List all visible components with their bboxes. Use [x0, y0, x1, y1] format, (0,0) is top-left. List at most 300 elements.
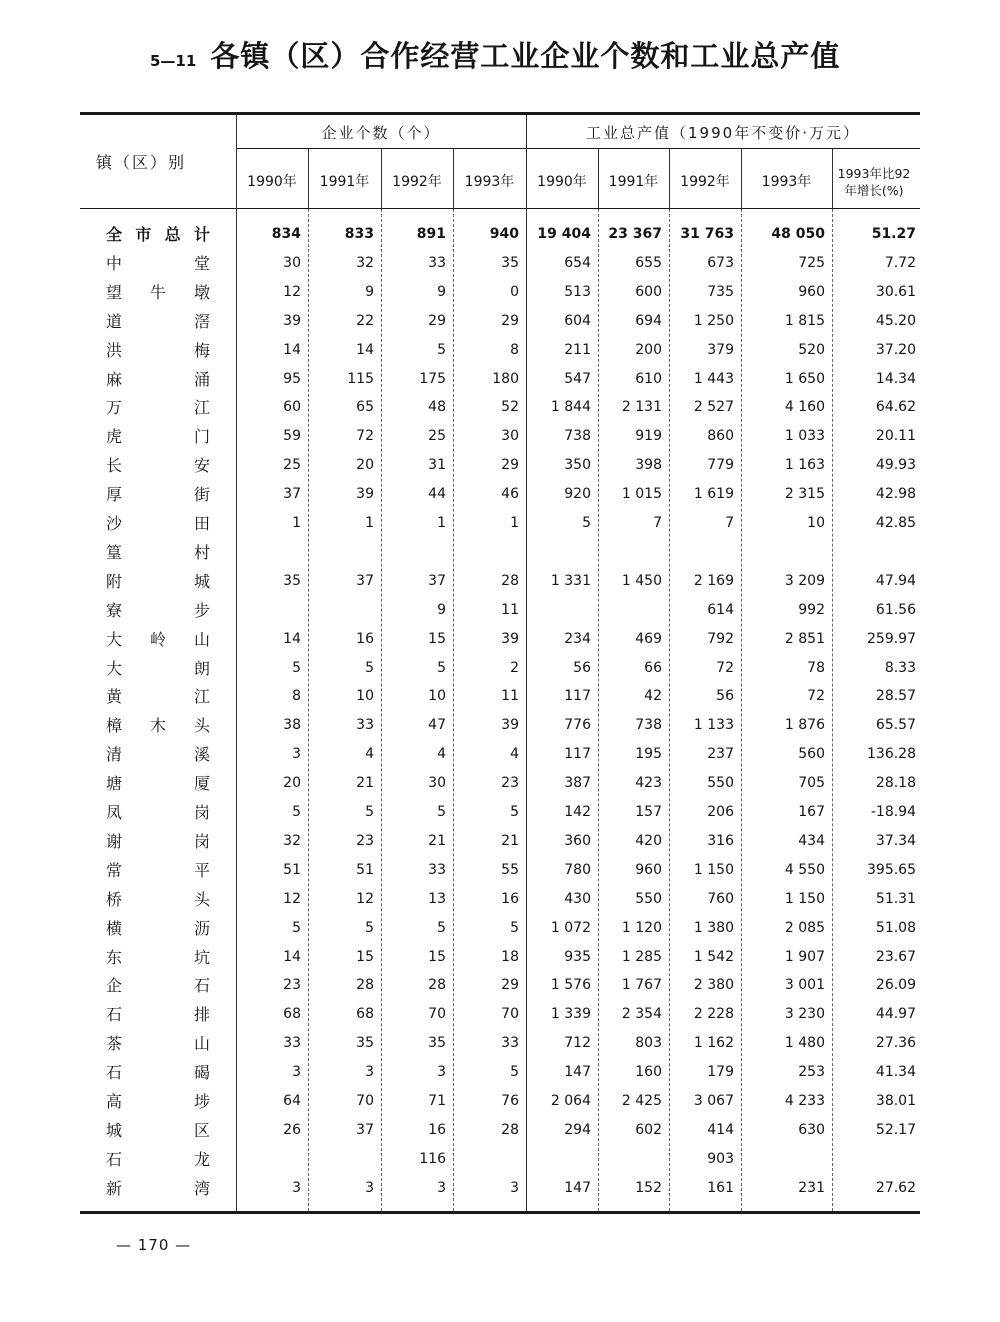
table-cell: 350 [564, 457, 591, 474]
table-cell: 68 [356, 1006, 374, 1023]
table-cell [525, 596, 591, 625]
table-cell: 395.65 [867, 861, 916, 878]
town-name [80, 885, 230, 914]
table-cell: 5 [437, 341, 446, 358]
table-cell: 12 [283, 283, 301, 300]
table-cell: 738 [635, 717, 662, 734]
table-cell: 891 [416, 226, 446, 242]
table-cell: 22 [356, 312, 374, 329]
table-cell: 2 315 [784, 486, 825, 503]
town-name [80, 278, 230, 307]
table-cell: 630 [798, 1121, 825, 1138]
table-cell: 1 [365, 515, 374, 531]
table-row [80, 1174, 920, 1203]
table-cell: 20 [356, 457, 374, 474]
table-cell: 28.18 [875, 775, 916, 792]
table-cell: 157 [635, 804, 662, 820]
table-row [80, 971, 920, 1000]
table-cell: 147 [564, 1179, 591, 1196]
table-cell: 2 425 [621, 1093, 662, 1109]
table-cell: 23 [501, 775, 519, 792]
table-cell: 52.17 [875, 1121, 916, 1138]
table-cell: 25 [428, 428, 446, 445]
table-cell: 56 [573, 659, 591, 676]
table-cell [525, 1145, 591, 1174]
table-cell: 614 [707, 601, 734, 618]
town-name [80, 365, 230, 394]
table-cell [235, 596, 301, 625]
table-cell: 2 527 [693, 399, 734, 416]
table-cell: 23.67 [875, 948, 916, 965]
table-cell [596, 596, 662, 625]
table-cell: 16 [501, 890, 519, 907]
table-cell: 3 001 [784, 977, 825, 994]
town-name-text: 道 滘 [106, 311, 210, 331]
table-cell: 9 [365, 283, 374, 300]
table-cell: 117 [564, 746, 591, 763]
town-name-text: 石 碣 [106, 1063, 210, 1083]
table-cell: 940 [489, 226, 519, 242]
table-cell: 37.34 [875, 832, 916, 849]
table-cell: 72 [716, 659, 734, 676]
table-cell: 8 [510, 341, 519, 358]
town-name [80, 1145, 230, 1174]
table-cell: 1 844 [550, 399, 591, 416]
table-cell: 992 [798, 601, 825, 618]
table-cell: 152 [635, 1179, 662, 1196]
table-cell: 4 [365, 746, 374, 763]
table-cell: 3 [437, 1179, 446, 1196]
table-cell: 35 [283, 572, 301, 589]
town-name [80, 943, 230, 972]
table-cell: 51.31 [875, 890, 916, 907]
table-cell: 25 [283, 457, 301, 474]
table-cell: 834 [271, 226, 301, 242]
group-divider-rule [236, 148, 920, 149]
table-cell: 920 [564, 486, 591, 503]
table-cell: 28 [501, 572, 519, 589]
table-cell: 3 [292, 1064, 301, 1081]
table-cell: 70 [356, 1093, 374, 1109]
table-cell: 735 [707, 283, 734, 300]
table-cell: 738 [564, 428, 591, 445]
table-row [80, 625, 920, 654]
table-cell: 712 [564, 1035, 591, 1052]
table-cell: 547 [564, 370, 591, 387]
town-name-text: 虎 门 [106, 427, 210, 447]
column-header: 1992年 [392, 173, 442, 190]
column-header: 1990年 [247, 173, 297, 190]
town-name [80, 1058, 230, 1087]
table-cell: 2 064 [550, 1093, 591, 1109]
table-cell: 2 354 [621, 1006, 662, 1023]
table-cell: 42.85 [875, 515, 916, 531]
table-cell: 33 [356, 717, 374, 734]
table-cell: 95 [283, 370, 301, 387]
table-cell: 1 [292, 515, 301, 531]
table-row [80, 451, 920, 480]
table-row [80, 307, 920, 336]
table-cell: 56 [716, 688, 734, 705]
table-cell: 32 [356, 254, 374, 271]
table-cell: 414 [707, 1121, 734, 1138]
town-name-text: 大 朗 [106, 658, 210, 678]
table-cell: 10 [807, 515, 825, 531]
table-cell: 115 [347, 370, 374, 387]
table-cell: 1 120 [621, 919, 662, 936]
table-cell: 469 [635, 630, 662, 647]
table-cell: 29 [501, 977, 519, 994]
table-cell: 860 [707, 428, 734, 445]
table-cell: 28 [356, 977, 374, 994]
table-cell: 3 [365, 1064, 374, 1081]
town-name [80, 451, 230, 480]
table-cell: 51 [356, 861, 374, 878]
table-cell: 0 [510, 283, 519, 300]
table-cell: 33 [428, 254, 446, 271]
table-cell: 18 [501, 948, 519, 965]
table-cell: 51.27 [871, 226, 916, 242]
table-cell: 2 131 [621, 399, 662, 416]
table-cell: 655 [635, 254, 662, 271]
table-cell: 12 [356, 890, 374, 907]
table-row [80, 798, 920, 827]
column-header: 1992年 [680, 173, 730, 190]
table-cell: 64.62 [875, 399, 916, 416]
table-cell [453, 538, 519, 567]
table-cell: 231 [798, 1179, 825, 1196]
table-cell: 51.08 [875, 919, 916, 936]
town-name-text: 清 溪 [106, 745, 210, 765]
table-cell: 1 [437, 515, 446, 531]
town-name [80, 567, 230, 596]
table-cell: 420 [635, 832, 662, 849]
town-name [80, 307, 230, 336]
column-header: 1993年 [464, 173, 515, 190]
town-name-text: 附 城 [106, 571, 210, 591]
table-row [80, 740, 920, 769]
table-cell: 960 [798, 283, 825, 300]
table-cell: 3 [292, 1179, 301, 1196]
table-cell: 21 [356, 775, 374, 792]
table-row [80, 509, 920, 538]
town-name [80, 769, 230, 798]
town-name-text: 高 埗 [106, 1092, 210, 1111]
town-name [80, 249, 230, 278]
table-cell: 610 [635, 370, 662, 387]
table-cell: 604 [564, 312, 591, 329]
table-row [80, 711, 920, 740]
table-cell: 520 [798, 341, 825, 358]
table-cell: 1 133 [693, 717, 734, 734]
table-cell: 919 [635, 428, 662, 445]
table-cell: 5 [437, 919, 446, 936]
town-name-text: 茶 山 [106, 1034, 210, 1054]
table-cell: 1 150 [693, 861, 734, 878]
table-cell: 960 [635, 861, 662, 878]
town-name-text: 东 坑 [106, 947, 210, 967]
town-name [80, 711, 230, 740]
table-cell: 206 [707, 804, 734, 820]
town-name-text: 新 湾 [106, 1178, 210, 1198]
table-cell: 7.72 [884, 254, 916, 271]
table-cell: 1 576 [550, 977, 591, 994]
town-name [80, 509, 230, 538]
table-cell: 37 [283, 486, 301, 503]
table-cell: 51 [283, 861, 301, 878]
town-name [80, 914, 230, 943]
table-cell: 550 [707, 775, 734, 792]
town-name [80, 1116, 230, 1145]
table-cell: 39 [356, 486, 374, 503]
bottom-rule [80, 1211, 920, 1214]
table-cell: 35 [356, 1035, 374, 1052]
header-bottom-rule [80, 208, 920, 209]
table-cell: 5 [292, 659, 301, 676]
table-cell: 5 [510, 804, 519, 820]
table-row [80, 914, 920, 943]
table-cell: 5 [365, 919, 374, 936]
table-cell: 903 [707, 1150, 734, 1167]
table-row [80, 885, 920, 914]
town-name-text: 樟 木 头 [106, 716, 210, 736]
table-cell: 3 [292, 746, 301, 763]
group-header-enterprises: 企业个数（个） [321, 124, 441, 142]
town-name [80, 422, 230, 451]
table-cell: 602 [635, 1121, 662, 1138]
table-cell: 37.20 [875, 341, 916, 358]
table-cell: 30 [428, 775, 446, 792]
table-cell: 5 [365, 804, 374, 820]
table-cell: 2 [510, 659, 519, 676]
table-cell [235, 538, 301, 567]
table-cell: 654 [564, 254, 591, 271]
table-cell: 160 [635, 1064, 662, 1081]
table-cell: 1 163 [784, 457, 825, 474]
table-cell: 39 [283, 312, 301, 329]
table-cell: 41.34 [875, 1064, 916, 1081]
table-cell: 70 [428, 1006, 446, 1023]
table-cell: 694 [635, 312, 662, 329]
table-cell [453, 1145, 519, 1174]
table-cell: 379 [707, 341, 734, 358]
table-cell: 4 233 [784, 1093, 825, 1109]
table-row [80, 943, 920, 972]
town-name-text: 大 岭 山 [106, 629, 210, 649]
town-name [80, 1087, 230, 1116]
table-cell: 49.93 [875, 457, 916, 474]
table-cell: 4 [437, 746, 446, 763]
table-cell: 117 [564, 688, 591, 705]
table-cell: 11 [501, 601, 519, 618]
table-cell: 1 480 [784, 1035, 825, 1052]
table-cell: 175 [419, 370, 446, 387]
town-name-text: 中 堂 [106, 253, 210, 273]
table-cell [380, 538, 446, 567]
table-cell: 600 [635, 283, 662, 300]
table-cell: 2 169 [693, 572, 734, 589]
table-cell: 33 [428, 861, 446, 878]
table-cell: 142 [564, 804, 591, 820]
table-cell: 35 [428, 1035, 446, 1052]
table-cell: 5 [365, 659, 374, 676]
table-cell: 200 [635, 341, 662, 358]
table-cell: 27.36 [875, 1035, 916, 1052]
table-cell: 37 [356, 1121, 374, 1138]
table-cell: 39 [501, 717, 519, 734]
table-cell: 10 [356, 688, 374, 705]
table-title: 各镇（区）合作经营工业企业个数和工业总产值 [210, 39, 841, 73]
town-name-text: 谢 岗 [106, 831, 210, 851]
column-header: 1993年 [761, 173, 812, 190]
table-cell [596, 1145, 662, 1174]
table-cell: 116 [419, 1150, 446, 1167]
column-header: 1990年 [537, 173, 587, 190]
town-name-text: 城 区 [106, 1120, 210, 1140]
table-cell: 434 [798, 832, 825, 849]
table-cell: 52 [501, 399, 519, 416]
table-cell: 10 [428, 688, 446, 705]
table-cell: 29 [501, 312, 519, 329]
table-cell: 136.28 [867, 746, 916, 763]
table-row-total [80, 220, 920, 249]
town-name-text: 黄 江 [106, 687, 210, 707]
table-cell: 60 [283, 399, 301, 416]
table-row [80, 393, 920, 422]
table-cell: 7 [653, 515, 662, 531]
table-cell: 61.56 [875, 601, 916, 618]
table-cell: 780 [564, 861, 591, 878]
table-cell: 16 [356, 630, 374, 647]
table-cell: 12 [283, 890, 301, 907]
town-name [80, 596, 230, 625]
table-cell: 253 [798, 1064, 825, 1081]
table-cell: 26 [283, 1121, 301, 1138]
table-row [80, 596, 920, 625]
table-cell: 259.97 [867, 630, 916, 647]
table-cell: 44 [428, 486, 446, 503]
table-cell: 1 450 [621, 572, 662, 589]
town-name [80, 220, 230, 249]
table-cell: 76 [501, 1093, 519, 1109]
table-row [80, 365, 920, 394]
table-cell: 1 650 [784, 370, 825, 387]
town-name-text: 全 市 总 计 [106, 225, 210, 244]
table-row [80, 827, 920, 856]
table-cell: 14 [283, 948, 301, 965]
table-cell: 33 [501, 1035, 519, 1052]
table-cell: 37 [356, 572, 374, 589]
table-cell [759, 538, 825, 567]
table-cell: 1 815 [784, 312, 825, 329]
table-cell: 66 [644, 659, 662, 676]
table-cell: 14 [283, 630, 301, 647]
table-cell: 1 150 [784, 890, 825, 907]
town-name-text: 万 江 [106, 398, 210, 418]
town-name-text: 沙 田 [106, 514, 210, 533]
table-cell: 65.57 [875, 717, 916, 734]
table-cell: 15 [356, 948, 374, 965]
table-cell: 26.09 [875, 977, 916, 994]
town-name-text: 凤 岗 [106, 803, 210, 822]
table-cell: 3 067 [693, 1093, 734, 1109]
town-name-text: 塘 厦 [106, 774, 210, 794]
table-row [80, 567, 920, 596]
table-cell: 9 [437, 601, 446, 618]
table-cell: 2 228 [693, 1006, 734, 1023]
table-cell: 705 [798, 775, 825, 792]
town-name-text: 洪 梅 [106, 340, 210, 360]
table-cell: 23 [356, 832, 374, 849]
table-cell: 23 [283, 977, 301, 994]
table-cell: 673 [707, 254, 734, 271]
table-cell: 8 [292, 688, 301, 705]
table-row [80, 856, 920, 885]
table-cell: 29 [501, 457, 519, 474]
table-cell: 1 331 [550, 572, 591, 589]
table-cell: 21 [428, 832, 446, 849]
table-cell: 14 [283, 341, 301, 358]
table-cell: 47 [428, 717, 446, 734]
table-row [80, 336, 920, 365]
table-cell: 5 [292, 919, 301, 936]
table-cell: 1 033 [784, 428, 825, 445]
town-name [80, 538, 230, 567]
table-cell: 64 [283, 1093, 301, 1109]
table-cell: 68 [283, 1006, 301, 1023]
table-row [80, 278, 920, 307]
table-cell: 38 [283, 717, 301, 734]
table-cell: 30 [501, 428, 519, 445]
table-row [80, 682, 920, 711]
town-name [80, 336, 230, 365]
table-cell: 1 619 [693, 486, 734, 503]
table-cell: 792 [707, 630, 734, 647]
table-cell: 513 [564, 283, 591, 300]
table-cell: 16 [428, 1121, 446, 1138]
table-cell: 803 [635, 1035, 662, 1052]
table-cell: 1 443 [693, 370, 734, 387]
table-cell: 28 [428, 977, 446, 994]
table-cell: 423 [635, 775, 662, 792]
table-cell: 48 [428, 399, 446, 416]
table-cell: 20 [283, 775, 301, 792]
town-name [80, 971, 230, 1000]
table-cell: 1 380 [693, 919, 734, 936]
table-cell: 147 [564, 1064, 591, 1081]
table-cell: 30 [283, 254, 301, 271]
table-cell: 3 209 [784, 572, 825, 589]
table-cell: 59 [283, 428, 301, 445]
town-name-text: 篁 村 [106, 542, 210, 562]
table-cell: 2 380 [693, 977, 734, 994]
town-name-text: 常 平 [106, 860, 210, 880]
town-name-text: 横 沥 [106, 918, 210, 938]
table-cell: 33 [283, 1035, 301, 1052]
table-cell: 35 [501, 254, 519, 271]
table-cell: 294 [564, 1121, 591, 1138]
table-cell [850, 1145, 916, 1174]
town-name-text: 企 石 [106, 976, 210, 996]
table-row [80, 480, 920, 509]
town-name [80, 798, 230, 827]
table-cell: 32 [283, 832, 301, 849]
table-cell: 1 876 [784, 717, 825, 734]
table-cell [759, 1145, 825, 1174]
table-cell: 1 162 [693, 1035, 734, 1052]
table-cell [308, 596, 374, 625]
table-row [80, 1145, 920, 1174]
